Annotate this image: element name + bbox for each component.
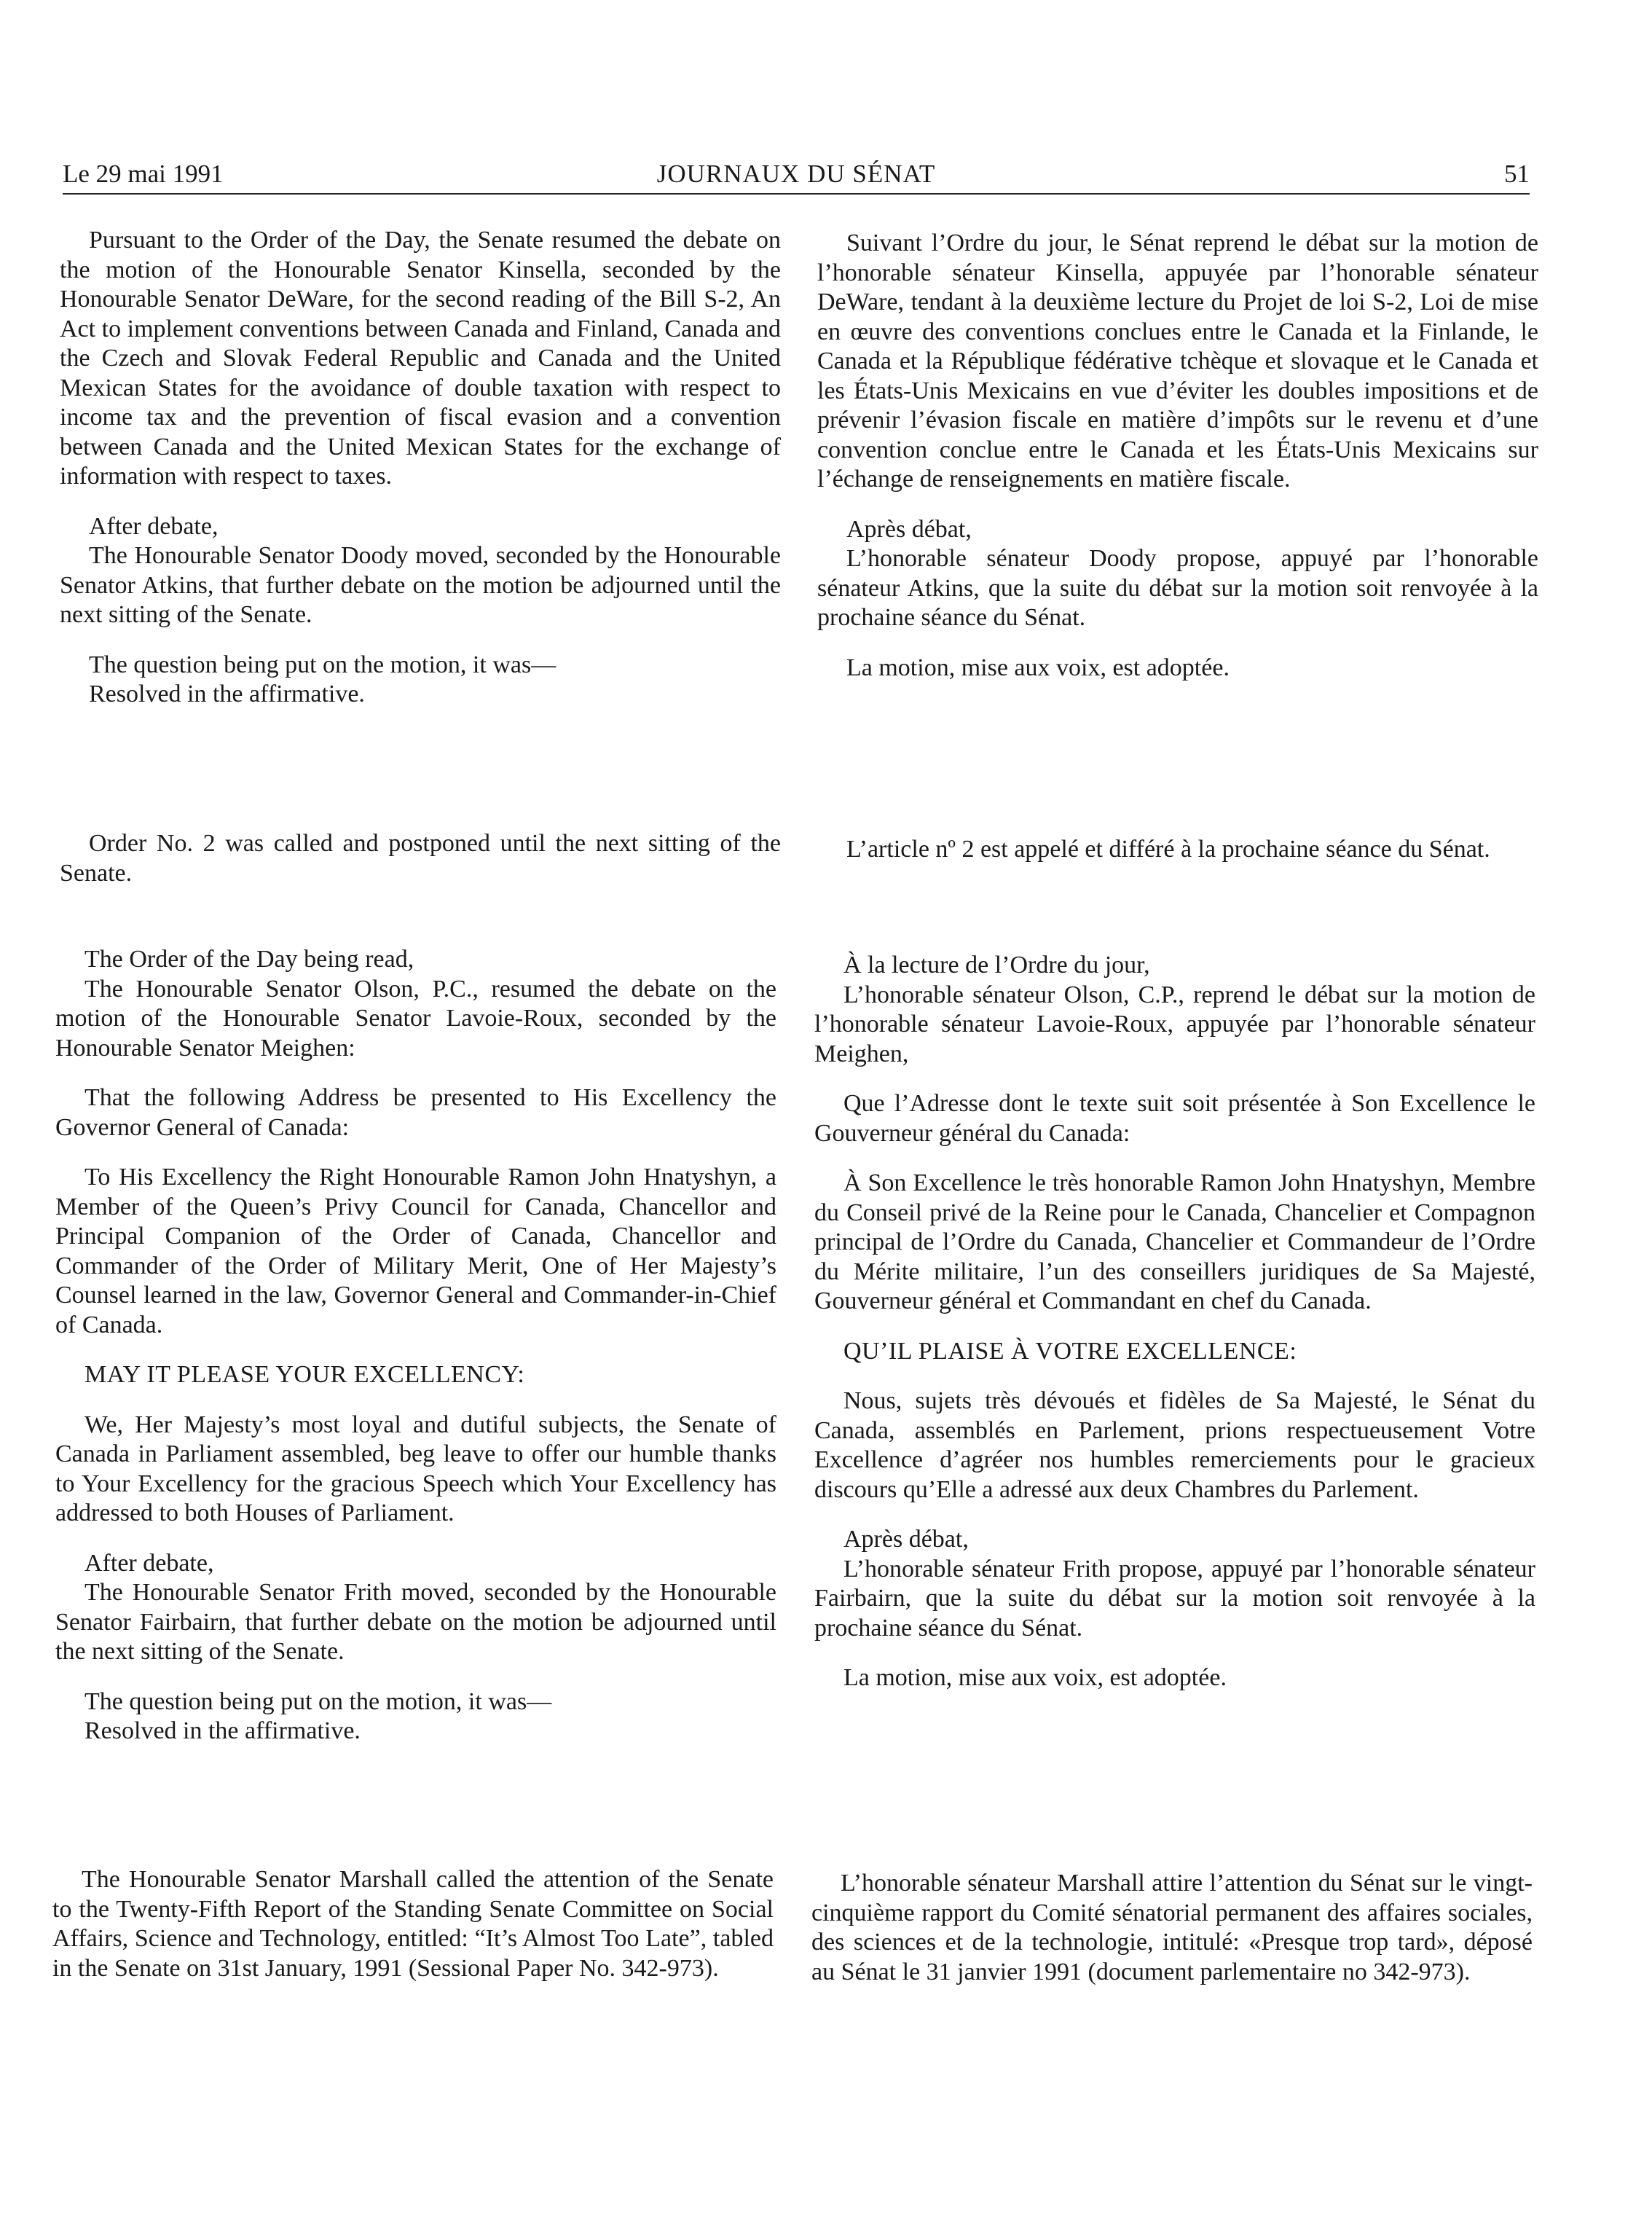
paragraph: The question being put on the motion, it was— [84, 1687, 552, 1715]
paragraph: The Order of the Day being read, [84, 946, 414, 973]
paragraph: The question being put on the motion, it was— [89, 651, 556, 678]
paragraph: Pursuant to the Order of the Day, the Senate resumed the debate on the motion of the Honourable Senator Kinsella, seconded by the Honourable Senator DeWare, for the second reading of the Bill S-2, An Act to implement conventions between Canada and Finland, Canada and the Czech and Slovak Federal Republic and Canada and the United Mexican States for the avoidance of double taxation with respect to income tax and the prevention of fiscal evasion and a convention between Canada and the United Mexican States for the exchange of information with respect to taxes. [60, 227, 781, 490]
english-block-kinsella-motion [60, 226, 781, 710]
french-block-address [814, 951, 1535, 1693]
paragraph: L’honorable sénateur Marshall attire l’attention du Sénat sur le vingt-cinquième rapport du Comité sénatorial permanent des affaires sociales, des sciences et de la technologie, intitulé: «Presque trop tard», déposé au Sénat le 31 janvier 1991 (document parlementaire no 342-973). [811, 1870, 1533, 1985]
paragraph: The Honourable Senator Doody moved, seconded by the Honourable Senator Atkins, that further debate on the motion be adjourned until the next sitting of the Senate. [60, 542, 781, 628]
paragraph: Nous, sujets très dévoués et fidèles de Sa Majesté, le Sénat du Canada, assemblés en Parlement, prions respectueusement Votre Excellence d’agréer nos humbles remerciements pour le gracieux discours qu’Elle a adressé aux deux Chambres du Parlement. [814, 1387, 1535, 1503]
paragraph: After debate, [84, 1549, 214, 1577]
paragraph-salutation: MAY IT PLEASE YOUR EXCELLENCY: [84, 1361, 525, 1388]
paragraph: Après débat, [846, 515, 972, 543]
french-block-order-2 [817, 835, 1538, 865]
paragraph: L’article nº 2 est appelé et différé à la prochaine séance du Sénat. [846, 836, 1490, 863]
paragraph: La motion, mise aux voix, est adoptée. [843, 1664, 1227, 1691]
paragraph: L’honorable sénateur Olson, C.P., reprend le débat sur la motion de l’honorable sénateur Lavoie-Roux, appuyée par l’honorable sénateur Meighen, [814, 981, 1535, 1067]
paragraph: To His Excellency the Right Honourable Ramon John Hnatyshyn, a Member of the Queen’s Privy Council for Canada, Chancellor and Principal Companion of the Order of Canada, Chancellor and Commander of the Order of Military Merit, One of Her Majesty’s Counsel learned in the law, Governor General and Commander-in-Chief of Canada. [55, 1164, 776, 1338]
header-date: Le 29 mai 1991 [63, 160, 224, 188]
page-header [63, 149, 1530, 195]
french-block-marshall-inquiry [811, 1869, 1533, 1987]
paragraph: That the following Address be presented to His Excellency the Governor General of Canada: [55, 1084, 776, 1141]
paragraph: Resolved in the affirmative. [89, 681, 365, 707]
english-block-address [55, 945, 776, 1746]
paragraph: We, Her Majesty’s most loyal and dutiful subjects, the Senate of Canada in Parliament assembled, beg leave to offer our humble thanks to Your Excellency for the gracious Speech which Your Excellency has addressed to both Houses of Parliament. [55, 1411, 776, 1526]
paragraph: À la lecture de l’Ordre du jour, [843, 952, 1150, 979]
paragraph: Suivant l’Ordre du jour, le Sénat reprend le débat sur la motion de l’honorable sénateur Kinsella, appuyée par l’honorable sénateur DeWare, tendant à la deuxième lecture du Projet de loi S-2, Loi de mise en œuvre des conventions conclues entre le Canada et la Finlande, le Canada et la République fédérative tchèque et slovaque et le Canada et les États-Unis Mexicains en vue d’éviter les doubles impositions et de prévenir l’évasion fiscale en matière d’impôts sur le revenu et d’une convention conclue entre le Canada et les États-Unis Mexicains sur l’échange de renseignements en matière fiscale. [817, 230, 1538, 493]
page-number: 51 [1504, 160, 1530, 188]
paragraph-salutation: QU’IL PLAISE À VOTRE EXCELLENCE: [843, 1337, 1297, 1365]
english-block-marshall-inquiry [52, 1865, 774, 1983]
paragraph: The Honourable Senator Frith moved, seconded by the Honourable Senator Fairbairn, that further debate on the motion be adjourned until the next sitting of the Senate. [55, 1579, 776, 1665]
paragraph: Que l’Adresse dont le texte suit soit présentée à Son Excellence le Gouverneur général du Canada: [814, 1090, 1535, 1147]
paragraph: The Honourable Senator Marshall called the attention of the Senate to the Twenty-Fifth Report of the Standing Senate Committee on Social Affairs, Science and Technology, entitled: “It’s Almost Too Late”, tabled in the Senate on 31st January, 1991 (Sessional Paper No. 342-973). [52, 1866, 774, 1982]
french-block-kinsella-motion [817, 229, 1538, 683]
paragraph: Order No. 2 was called and postponed until the next sitting of the Senate. [60, 830, 781, 887]
header-title: JOURNAUX DU SÉNAT [656, 160, 936, 188]
paragraph: After debate, [89, 512, 219, 540]
paragraph: The Honourable Senator Olson, P.C., resumed the debate on the motion of the Honourable Senator Lavoie-Roux, seconded by the Honourable Senator Meighen: [55, 975, 776, 1062]
paragraph: À Son Excellence le très honorable Ramon John Hnatyshyn, Membre du Conseil privé de la Reine pour le Canada, Chancelier et Compagnon principal de l’Ordre du Canada, Chancelier et Commandeur de l’Ordre du Mérite militaire, l’un des conseillers juridiques de Sa Majesté, Gouverneur général et Commandant en chef du Canada. [814, 1169, 1535, 1314]
paragraph: Après débat, [843, 1526, 969, 1553]
paragraph: Resolved in the affirmative. [84, 1717, 361, 1744]
english-block-order-2 [60, 829, 781, 888]
paragraph: L’honorable sénateur Doody propose, appuyé par l’honorable sénateur Atkins, que la suite du débat sur la motion soit renvoyée à la prochaine séance du Sénat. [817, 545, 1538, 631]
paragraph: L’honorable sénateur Frith propose, appuyé par l’honorable sénateur Fairbairn, que la suite du débat sur la motion soit renvoyée à la prochaine séance du Sénat. [814, 1555, 1535, 1642]
paragraph: La motion, mise aux voix, est adoptée. [846, 654, 1230, 681]
